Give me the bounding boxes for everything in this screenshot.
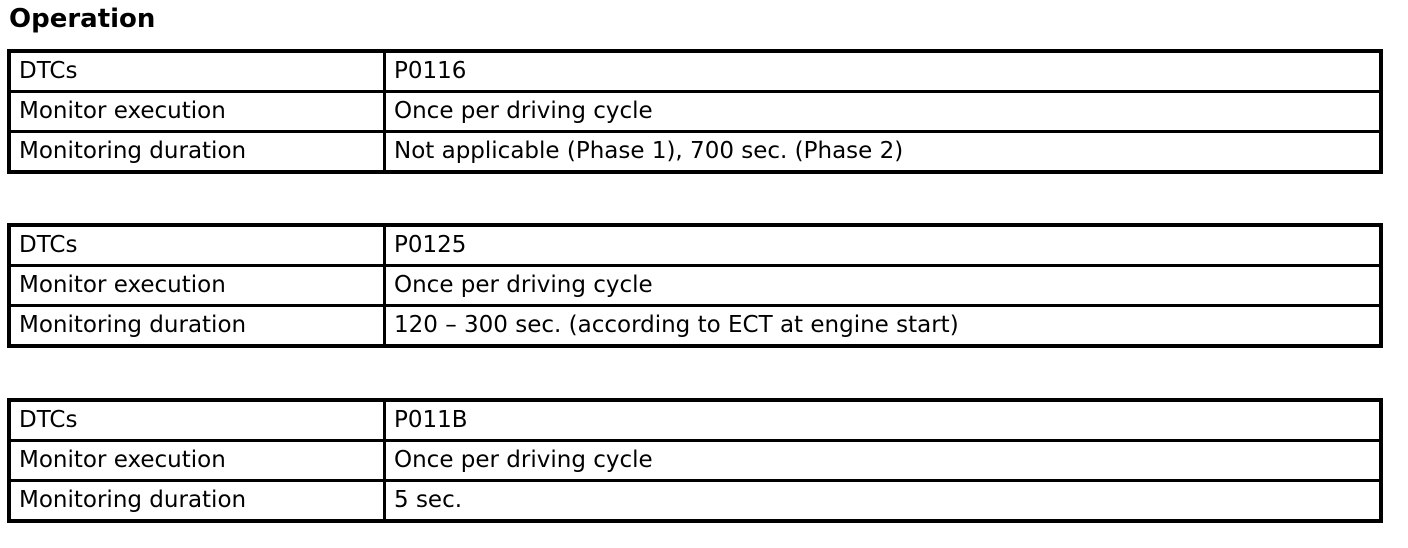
row-value: P011B — [385, 400, 1382, 441]
row-label: Monitoring duration — [9, 481, 385, 522]
row-value: Not applicable (Phase 1), 700 sec. (Phase 2) — [385, 132, 1382, 173]
row-value: Once per driving cycle — [385, 92, 1382, 132]
row-label: DTCs — [9, 400, 385, 441]
row-label: Monitor execution — [9, 92, 385, 132]
row-value: 120 – 300 sec. (according to ECT at engine start) — [385, 306, 1382, 347]
row-label: Monitoring duration — [9, 132, 385, 173]
table-row — [9, 92, 1381, 132]
table-row — [9, 441, 1381, 481]
row-value: P0116 — [385, 51, 1382, 92]
row-label: Monitor execution — [9, 266, 385, 306]
table-row — [9, 225, 1381, 266]
table-row — [9, 51, 1381, 92]
table-row — [9, 400, 1381, 441]
table-row — [9, 306, 1381, 347]
section-heading: Operation — [9, 4, 156, 34]
dtc-table-p0125 — [7, 223, 1383, 348]
row-value: 5 sec. — [385, 481, 1382, 522]
table-row — [9, 481, 1381, 522]
row-label: Monitor execution — [9, 441, 385, 481]
dtc-table-p011b — [7, 398, 1383, 523]
row-label: DTCs — [9, 51, 385, 92]
table-row — [9, 132, 1381, 173]
row-value: P0125 — [385, 225, 1382, 266]
row-label: DTCs — [9, 225, 385, 266]
row-label: Monitoring duration — [9, 306, 385, 347]
row-value: Once per driving cycle — [385, 266, 1382, 306]
dtc-table-p0116 — [7, 49, 1383, 174]
row-value: Once per driving cycle — [385, 441, 1382, 481]
table-row — [9, 266, 1381, 306]
